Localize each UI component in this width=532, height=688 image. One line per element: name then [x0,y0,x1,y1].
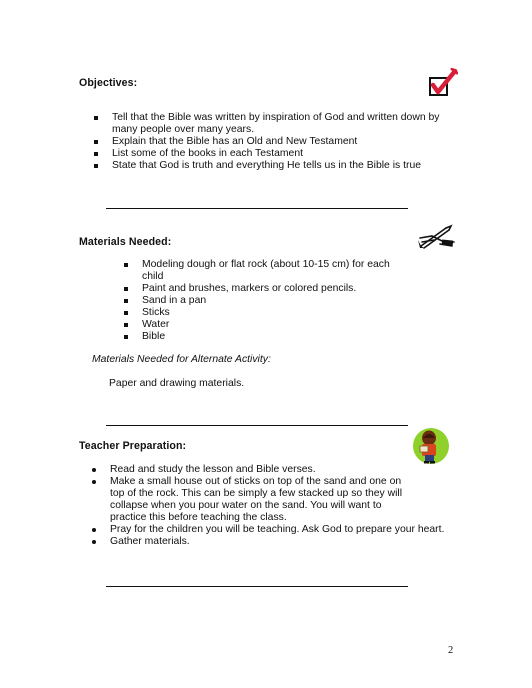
objectives-heading: Objectives: [79,77,138,89]
list-item: Sticks [122,307,404,319]
materials-heading: Materials Needed: [79,236,172,248]
objectives-list [92,112,452,172]
list-item: Gather materials. [90,536,450,548]
list-item: Pray for the children you will be teaching. Ask God to prepare your heart. [90,524,450,536]
page-number: 2 [448,645,454,656]
list-item: Modeling dough or flat rock (about 10-15 cm) for each child [122,259,404,283]
section-divider [106,208,408,209]
materials-list [122,259,404,343]
teacher-reading-icon [412,426,450,466]
list-item: State that God is truth and everything He tells us in the Bible is true [92,160,452,172]
preparation-list [90,464,450,548]
list-item: Bible [122,331,404,343]
section-divider [106,425,408,426]
list-item: Sand in a pan [122,295,404,307]
alternate-activity-heading: Materials Needed for Alternate Activity: [92,354,271,365]
list-item: Tell that the Bible was written by inspiration of God and written down by many people over many years. [92,112,452,136]
preparation-heading: Teacher Preparation: [79,440,187,452]
list-item: Read and study the lesson and Bible verses. [90,464,450,476]
list-item: Water [122,319,404,331]
pencil-crayon-tools-icon [418,224,456,250]
list-item: Paint and brushes, markers or colored pencils. [122,283,404,295]
list-item: Make a small house out of sticks on top of the sand and one on top of the rock. This can be simply a few stacked up so they will collapse when you pour water on the sand. You will want to practice this before teaching the class. [90,476,450,524]
list-item: List some of the books in each Testament [92,148,452,160]
section-divider [106,586,408,587]
list-item: Explain that the Bible has an Old and New Testament [92,136,452,148]
checkbox-checkmark-icon [424,68,458,100]
alternate-activity-text: Paper and drawing materials. [109,378,245,389]
